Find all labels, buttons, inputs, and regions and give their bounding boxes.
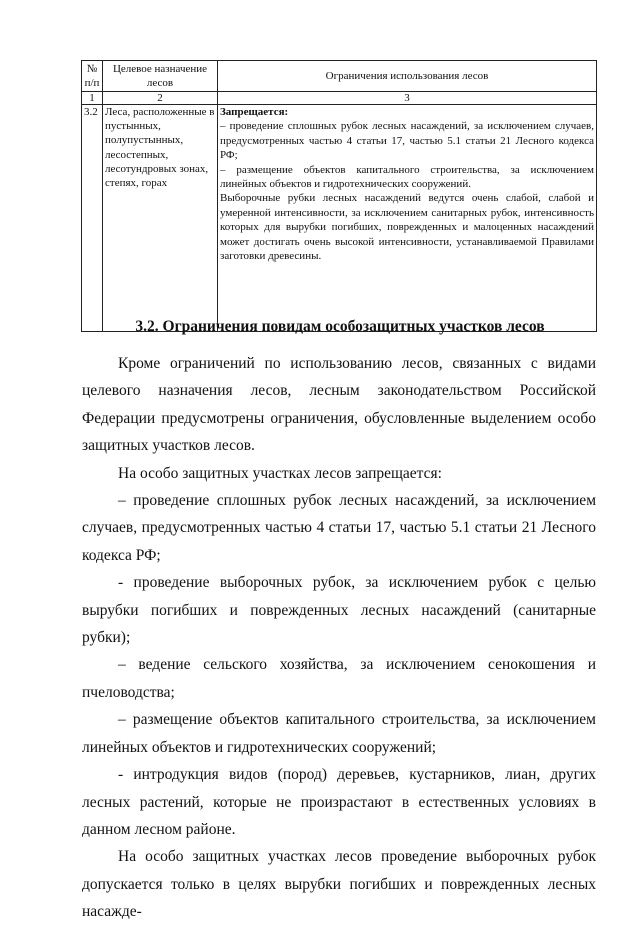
paragraph-8: На особо защитных участках лесов проведение выборочных рубок допускается только в целях вырубки погибших и поврежденных лесных насажде- bbox=[82, 848, 596, 921]
table-index-row bbox=[82, 92, 597, 105]
header-purpose: Целевое назначение лесов bbox=[103, 61, 218, 92]
limits-item-1: – проведение сплошных рубок лесных насаждений, за исключением случаев, предусмотренных частью 4 статьи 17, частью 5.1 статьи 21 Лесного кодекса РФ; bbox=[220, 120, 594, 162]
limits-heading: Запрещается: bbox=[220, 106, 289, 118]
limits-item-3: Выборочные рубки лесных насаждений ведутся очень слабой, слабой и умеренной интенсивности, за исключением санитарных рубок, интенсивность которых для вырубки погибших, поврежденных и малоценных насаждений может достигать очень высокой интенсивности, устанавливаемой Правилами заготовки древесины. bbox=[220, 192, 594, 263]
index-1: 1 bbox=[82, 92, 103, 105]
forest-restrictions-table bbox=[81, 60, 597, 332]
index-2: 2 bbox=[103, 92, 218, 105]
table-row bbox=[82, 105, 597, 332]
header-limits: Ограничения использования лесов bbox=[218, 61, 597, 92]
limits-content bbox=[220, 105, 594, 263]
paragraph-3: – проведение сплошных рубок лесных насаждений, за исключением случаев, предусмотренных частью 4 статьи 17, частью 5.1 статьи 21 Лесного кодекса РФ; bbox=[82, 492, 596, 564]
table-header-row bbox=[82, 61, 597, 92]
limits-item-2: – размещение объектов капитального строительства, за исключением линейных объектов и гидротехнических сооружений. bbox=[220, 163, 594, 191]
section-body bbox=[82, 350, 596, 926]
paragraph-4: - проведение выборочных рубок, за исключением рубок с целью вырубки погибших и поврежденных лесных насаждений (санитарные рубки); bbox=[82, 574, 596, 647]
row-limits bbox=[218, 105, 597, 332]
paragraph-7: - интродукция видов (пород) деревьев, кустарников, лиан, других лесных растений, которые не произрастают в естественных условиях в данном лесном районе. bbox=[82, 766, 596, 838]
paragraph-1: Кроме ограничений по использованию лесов, связанных с видами целевого назначения лесов, лесным законодательством Российской Федерации предусмотрены ограничения, обусловленные выделением особо защитных участков лесов. bbox=[82, 355, 596, 455]
row-num: 3.2 bbox=[82, 105, 103, 332]
paragraph-2: На особо защитных участках лесов запрещается: bbox=[118, 464, 442, 482]
index-3: 3 bbox=[218, 92, 597, 105]
section-title: 3.2. Ограничения повидам особозащитных участков лесов bbox=[135, 318, 545, 335]
header-num: № п/п bbox=[82, 61, 103, 92]
paragraph-5: – ведение сельского хозяйства, за исключением сенокошения и пчеловодства; bbox=[82, 656, 596, 701]
row-purpose bbox=[103, 105, 218, 332]
paragraph-6: – размещение объектов капитального строительства, за исключением линейных объектов и гидротехнических сооружений; bbox=[82, 711, 596, 756]
row-purpose-text: Леса, расположенные в пустынных, полупустынных, лесостепных, лесотундровых зонах, степях, горах bbox=[105, 106, 215, 190]
